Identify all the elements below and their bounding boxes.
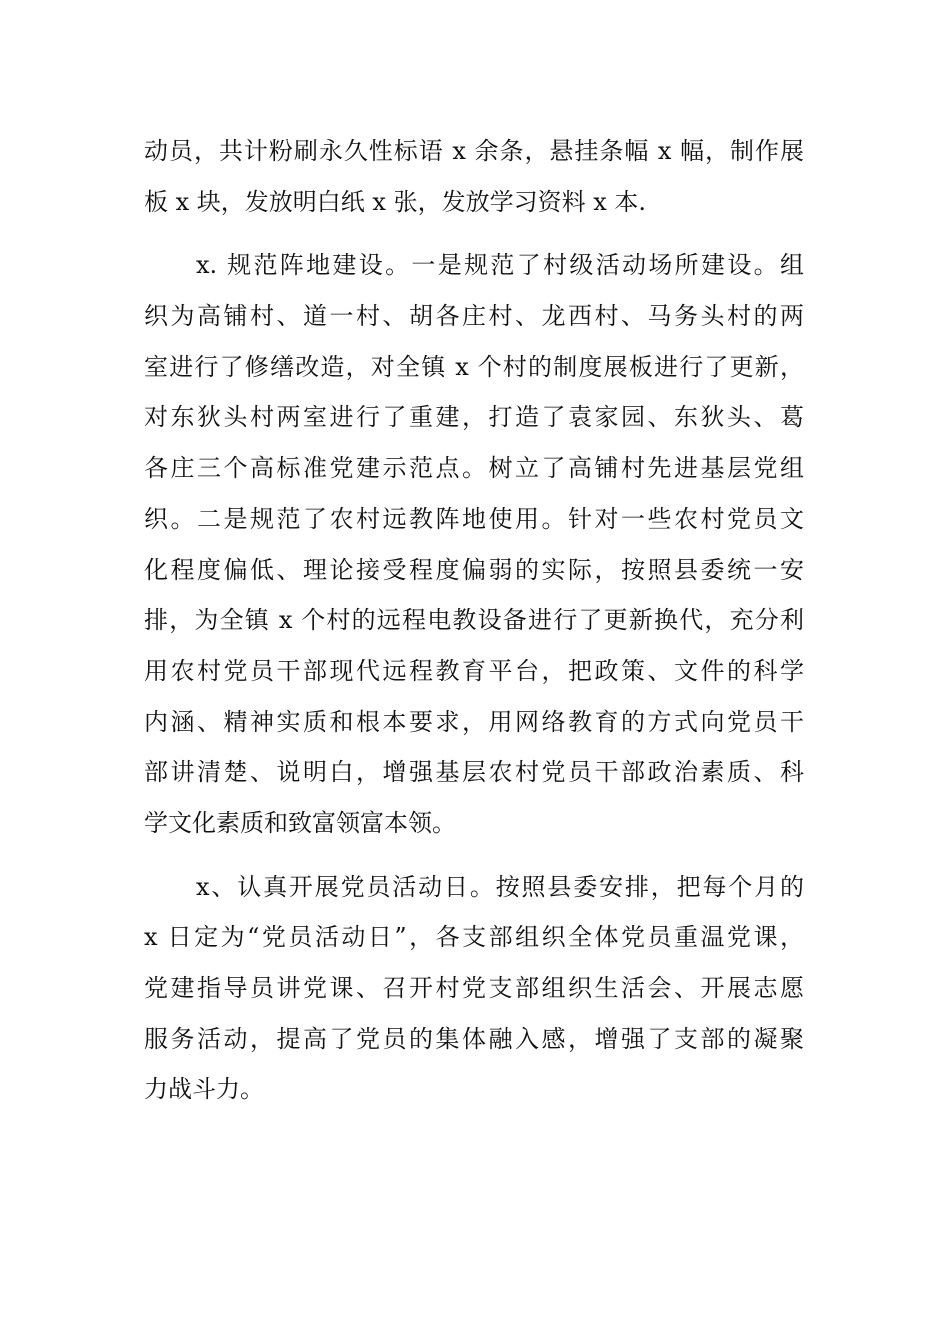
paragraph-line: 学文化素质和致富领富本领。 (144, 808, 456, 837)
paragraph-line: x 日定为“党员活动日”，各支部组织全体党员重温党课， (144, 923, 804, 952)
paragraph-line: 排，为全镇 x 个村的远程电教设备进行了更新换代，充分利 (144, 606, 804, 635)
paragraph-line: 用农村党员干部现代远程教育平台，把政策、文件的科学 (144, 656, 804, 685)
paragraph-line: 力战斗力。 (144, 1075, 264, 1104)
paragraph-line: 对东狄头村两室进行了重建，打造了袁家园、东狄头、葛 (144, 403, 804, 432)
paragraph-line: x. 规范阵地建设。一是规范了村级活动场所建设。组 (196, 251, 804, 280)
paragraph-line: 动员，共计粉刷永久性标语 x 余条，悬挂条幅 x 幅，制作展 (144, 137, 804, 165)
paragraph-line: 织。二是规范了农村远教阵地使用。针对一些农村党员文 (144, 504, 804, 533)
paragraph-position-building (144, 240, 804, 848)
paragraph-line: 室进行了修缮改造，对全镇 x 个村的制度展板进行了更新， (144, 352, 804, 381)
paragraph-line: 服务活动，提高了党员的集体融入感，增强了支部的凝聚 (144, 1024, 804, 1053)
document-body (144, 126, 804, 1115)
paragraph-line: 各庄三个高标准党建示范点。树立了高铺村先进基层党组 (144, 454, 804, 483)
paragraph-line: 化程度偏低、理论接受程度偏弱的实际，按照县委统一安 (144, 555, 804, 584)
paragraph-line: 党建指导员讲党课、召开村党支部组织生活会、开展志愿 (144, 974, 804, 1002)
paragraph-line: 织为高铺村、道一村、胡各庄村、龙西村、马务头村的两 (144, 302, 804, 331)
paragraph-line: x、认真开展党员活动日。按照县委安排，把每个月的 (196, 872, 804, 901)
paragraph-publicity (144, 126, 804, 227)
paragraph-activity-day (144, 862, 804, 1115)
paragraph-line: 板 x 块，发放明白纸 x 张，发放学习资料 x 本. (144, 187, 647, 216)
paragraph-line: 部讲清楚、说明白，增强基层农村党员干部政治素质、科 (144, 758, 804, 787)
paragraph-line: 内涵、精神实质和根本要求，用网络教育的方式向党员干 (144, 707, 804, 736)
